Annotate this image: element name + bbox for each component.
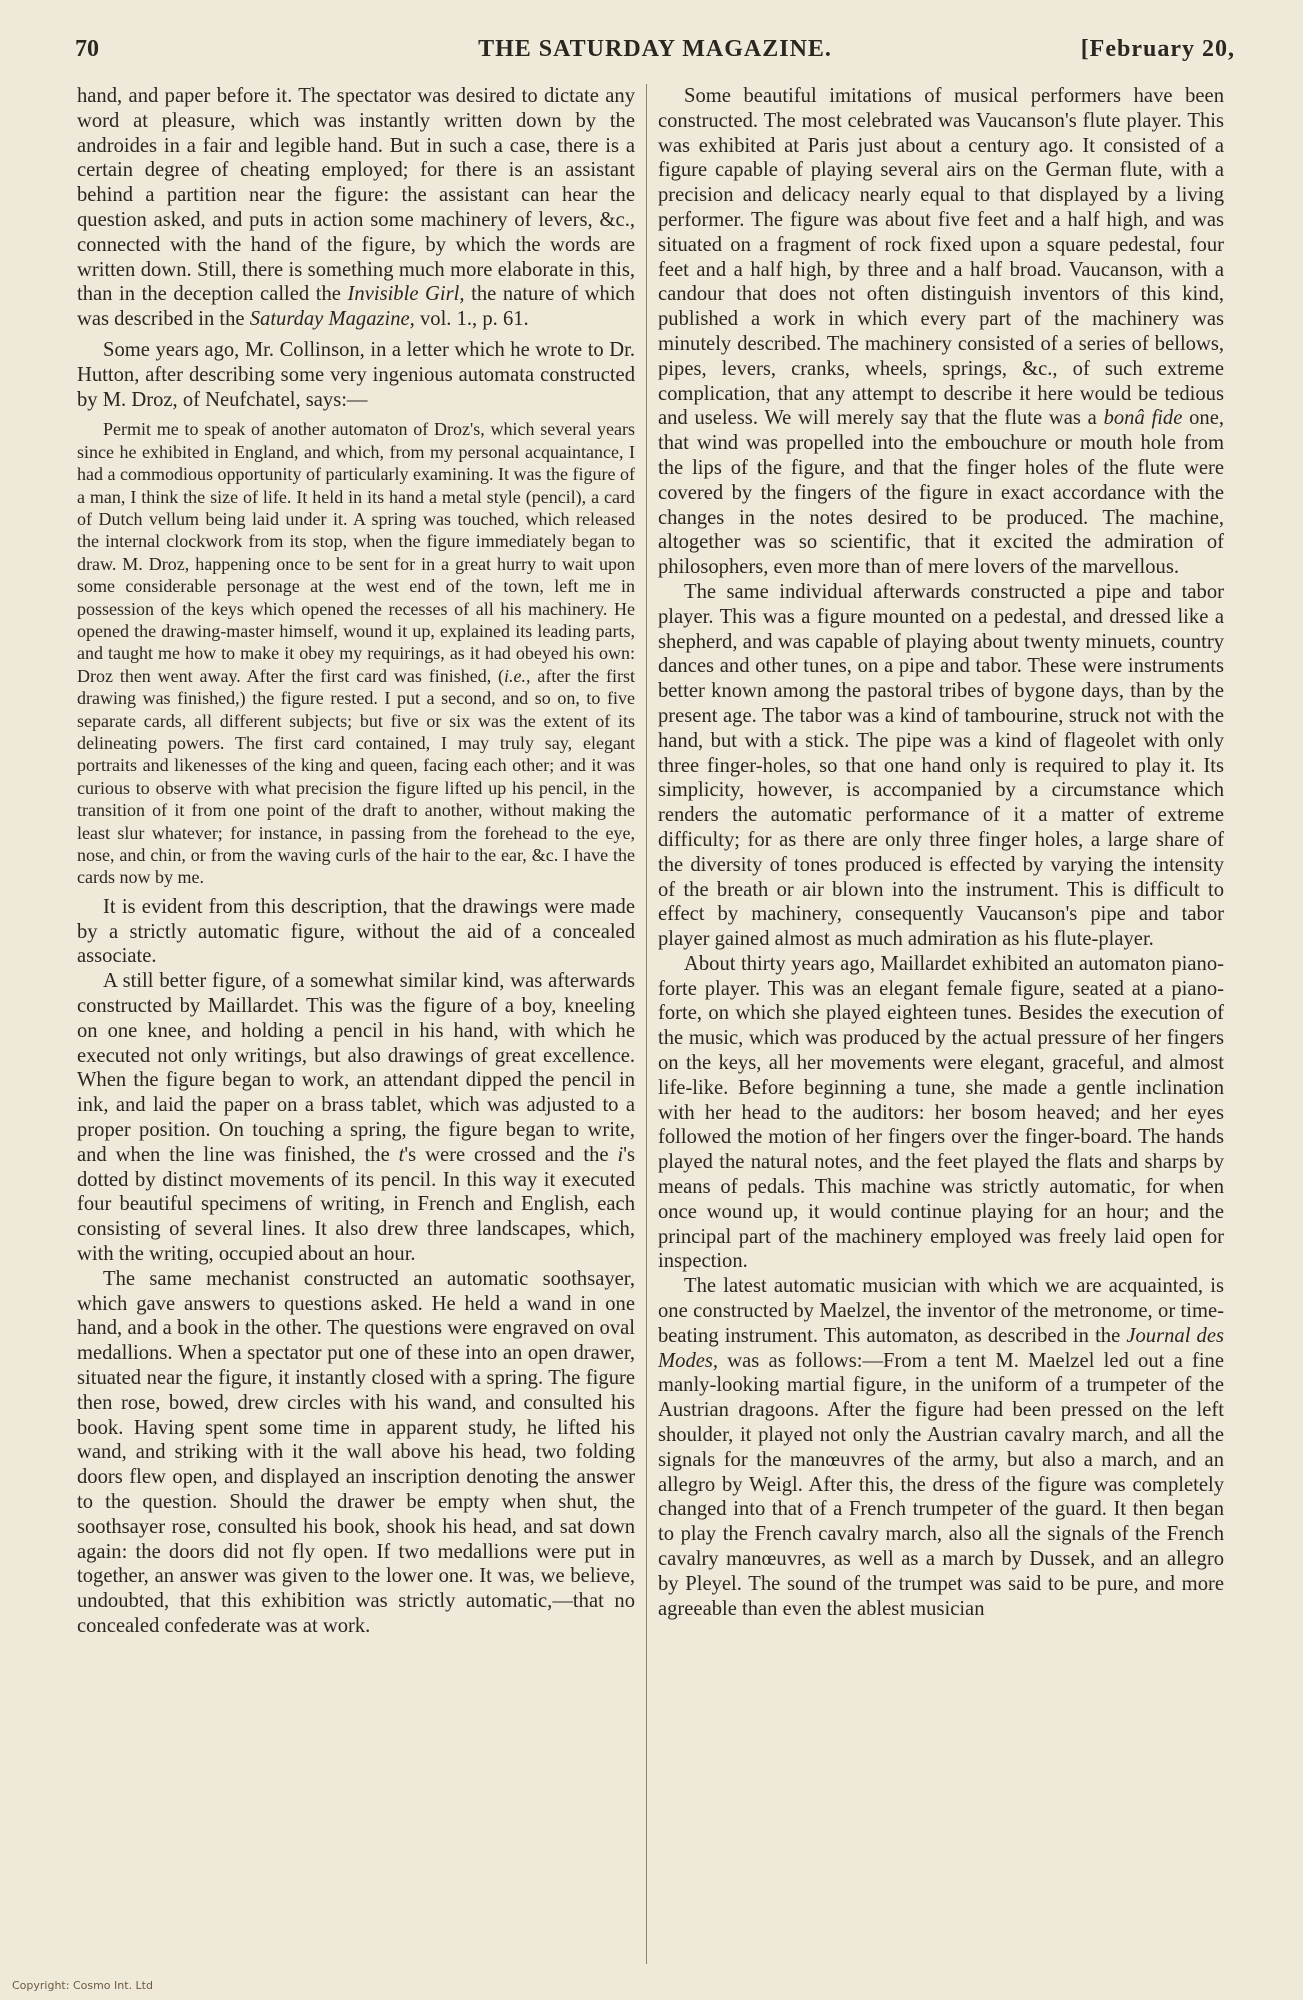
paragraph: The same individual afterwards constructed a pipe and tabor player. This was a figure mounted on a pedestal, and dressed like a shepherd, and was capable of playing about twenty minuets, country dances and other tunes, on a pipe and tabor. These were instruments better known among the pastoral tribes of bygone days, than by the present age. The tabor was a kind of tambourine, struck not with the hand, but with a stick. The pipe was a kind of flageolet with only three finger-holes, so that one hand only is required to play it. Its simplicity, however, is accompanied by a circumstance which renders the automatic performance of it a matter of extreme difficulty; for as there are only three finger holes, a large share of the diversity of tones produced is effected by varying the intensity of the breath or air blown into the instrument. This is difficult to effect by machinery, consequently Vaucanson's pipe and tabor player gained almost as much admiration as his flute-player. (658, 580, 1224, 951)
column-divider (646, 84, 647, 1964)
page-header (75, 32, 1235, 72)
paragraph: hand, and paper before it. The spectator was desired to dictate any word at pleasure, which was instantly written down by the androides in a fair and legible hand. But in such a case, there is a certain degree of cheating employed; for there is an assistant behind a partition near the figure: the assistant can hear the question asked, and puts in action some machinery of levers, &c., connected with the hand of the figure, by which the words are written down. Still, there is something much more elaborate in this, than in the deception called the Invisible Girl, the nature of which was described in the Saturday Magazine, vol. 1., p. 61. (77, 85, 635, 331)
paragraph: The same mechanist constructed an automatic soothsayer, which gave answers to questions asked. He held a wand in one hand, and a book in the other. The questions were engraved on oval medallions. When a spectator put one of these into an open drawer, situated near the figure, it instantly closed with a spring. The figure then rose, bowed, drew circles with his wand, and consulted his book. Having spent some time in apparent study, he lifted his wand, and striking with it the wall above his head, two folding doors flew open, and displayed an inscription denoting the answer to the question. Should the drawer be empty when shut, the soothsayer rose, consulted his book, shook his head, and sat down again: the doors did not fly open. If two medallions were put in together, an answer was given to the lower one. It was, we believe, undoubted, that this exhibition was strictly automatic,—that no concealed confederate was at work. (77, 1267, 635, 1637)
issue-date: [February 20, (1080, 36, 1235, 62)
paragraph: About thirty years ago, Maillardet exhibited an automaton piano-forte player. This was an elegant female figure, seated at a piano-forte, on which she played eighteen tunes. Besides the execution of the music, which was produced by the actual pressure of her fingers on the keys, all her movements were elegant, graceful, and almost life-like. Before beginning a tune, she made a gentle inclination with her head to the auditors: her bosom heaved; and her eyes followed the motion of her fingers over the finger-board. The hands played the natural notes, and the feet played the flats and sharps by means of pedals. This machine was strictly automatic, for when once wound up, it would continue playing for an hour; and the principal part of the machinery employed was freely laid open for inspection. (658, 952, 1224, 1273)
magazine-title: THE SATURDAY MAGAZINE. (478, 36, 832, 62)
paragraph: A still better figure, of a somewhat similar kind, was afterwards constructed by Maillardet. This was the figure of a boy, kneeling on one knee, and holding a pencil in his hand, with which he executed not only writings, but also drawings of great excellence. When the figure began to work, an attendant dipped the pencil in ink, and laid the paper on a brass tablet, which was adjusted to a proper position. On touching a spring, the figure began to write, and when the line was finished, the t's were crossed and the i's dotted by distinct movements of its pencil. In this way it executed four beautiful specimens of writing, in French and English, each consisting of several lines. It also drew three landscapes, which, with the writing, occupied about an hour. (77, 970, 635, 1266)
page-number: 70 (75, 36, 99, 62)
quoted-letter: Permit me to speak of another automaton of Droz's, which several years since he exhibited in England, and which, from my personal acquaintance, I had a commodious opportunity of particularly examining. It was the figure of a man, I think the size of life. It held in its hand a metal style (pencil), a card of Dutch vellum being laid under it. A spring was touched, which released the internal clockwork from its stop, when the figure immediately began to draw. M. Droz, happening once to be sent for in a great hurry to wait upon some considerable personage at the west end of the town, left me in possession of the keys which opened the recesses of all his machinery. He opened the drawing-master himself, wound it up, explained its leading parts, and taught me how to make it obey my requirings, as it had obeyed his own: Droz then went away. After the first card was finished, (i.e., after the first drawing was finished,) the figure rested. I put a second, and so on, to five separate cards, all different subjects; but five or six was the extent of its delineating powers. The first card contained, I may truly say, elegant portraits and likenesses of the king and queen, facing each other; and it was curious to observe with what precision the figure lifted up his pencil, in the transition of it from one point of the draft to another, without making the least slur whatever; for instance, in passing from the forehead to the eye, nose, and chin, or from the waving curls of the hair to the ear, &c. I have the cards now by me. (77, 419, 635, 888)
copyright-notice: Copyright: Cosmo Int. Ltd (12, 1979, 153, 1992)
right-column (658, 84, 1224, 1964)
paragraph: Some beautiful imitations of musical performers have been constructed. The most celebrated was Vaucanson's flute player. This was exhibited at Paris just about a century ago. It consisted of a figure capable of playing several airs on the German flute, with a precision and delicacy nearly equal to that displayed by a living performer. The figure was about five feet and a half high, and was situated on a fragment of rock fixed upon a square pedestal, four feet and a half high, by three and a half broad. Vaucanson, with a candour that does not often distinguish inventors of this kind, published a work in which every part of the machinery was minutely described. The machinery consisted of a series of bellows, pipes, levers, cranks, wheels, springs, &c., of such extreme complication, that any attempt to describe it here would be tedious and useless. We will merely say that the flute was a bonâ fide one, that wind was propelled into the embouchure or mouth hole from the lips of the figure, and that the finger holes of the flute were covered by the fingers of the figure in exact accordance with the changes in the notes desired to be produced. The machine, altogether was so scientific, that it excited the admiration of philosophers, even more than of mere lovers of the marvellous. (658, 85, 1224, 579)
paragraph: It is evident from this description, that the drawings were made by a strictly automatic figure, without the aid of a concealed associate. (77, 895, 635, 968)
paragraph: The latest automatic musician with which we are acquainted, is one constructed by Maelzel, the inventor of the metronome, or time-beating instrument. This automaton, as described in the Journal des Modes, was as follows:—From a tent M. Maelzel led out a fine manly-looking martial figure, in the uniform of a trumpeter of the Austrian dragoons. After the figure had been pressed on the left shoulder, it played not only the Austrian cavalry march, and all the signals for the manœuvres of the army, but also a march, and an allegro by Weigl. After this, the dress of the figure was completely changed into that of a French trumpeter of the guard. It then began to play the French cavalry march, also all the signals of the French cavalry manœuvres, as well as a march by Dussek, and an allegro by Pleyel. The sound of the trumpet was said to be pure, and more agreeable than even the ablest musician (658, 1275, 1224, 1620)
paragraph: Some years ago, Mr. Collinson, in a letter which he wrote to Dr. Hutton, after describing some very ingenious automata constructed by M. Droz, of Neufchatel, says:— (77, 338, 635, 411)
left-column (77, 84, 635, 1964)
